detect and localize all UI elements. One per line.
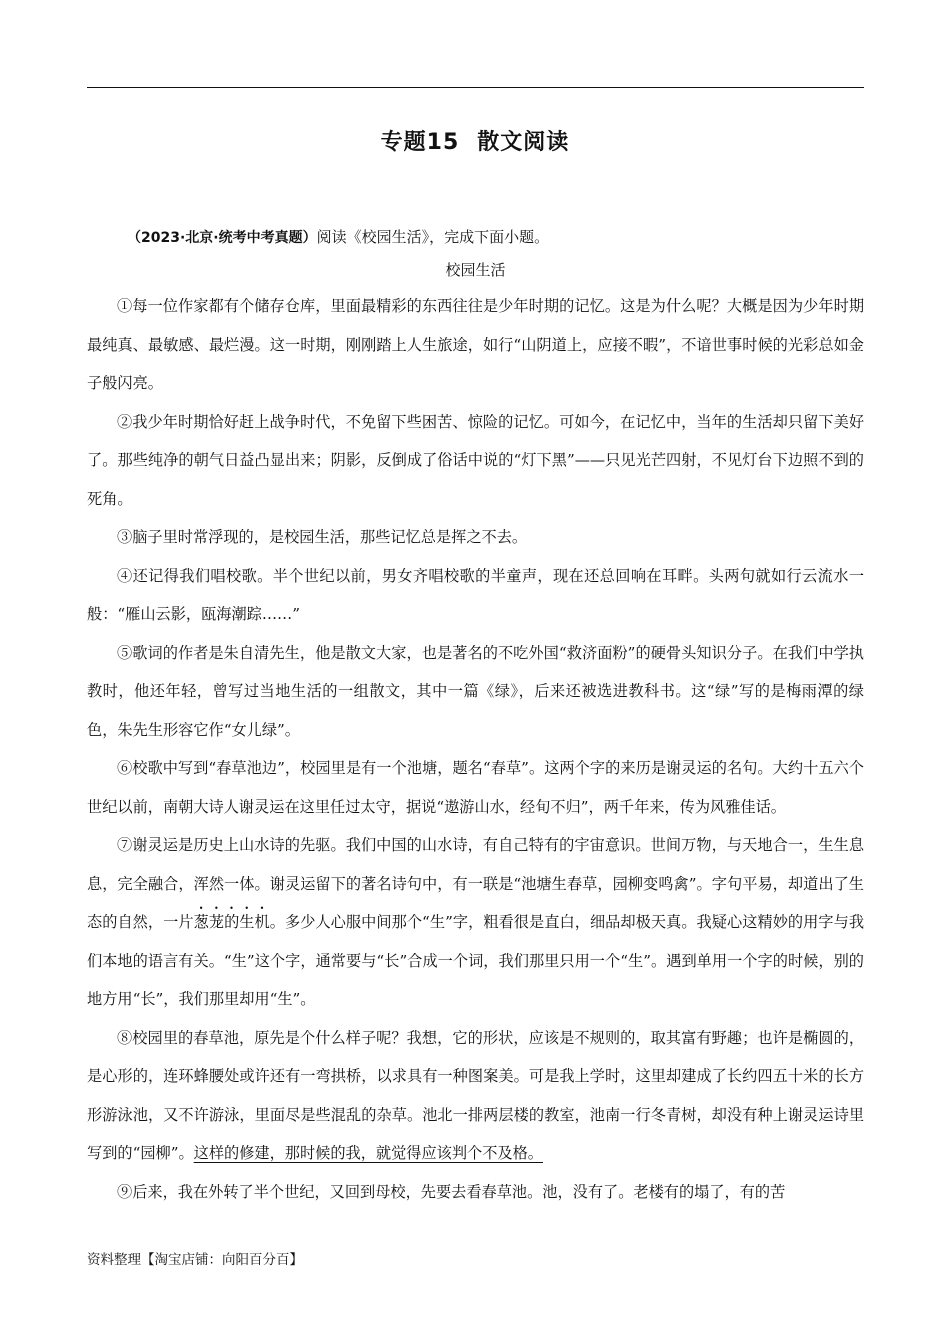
paragraph-6: ⑥校歌中写到“春草池边”，校园里是有一个池塘，题名“春草”。这两个字的来历是谢灵运的名句。大约十五六个世纪以前，南朝大诗人谢灵运在这里任过太守，据说“遨游山水，经旬不归”，两千年来，传为风雅佳话。 [87,759,864,816]
paragraph-2: ②我少年时期恰好赶上战争时代，不免留下些困苦、惊险的记忆。可如今，在记忆中，当年的生活却只留下美好了。那些纯净的朝气日益凸显出来；阴影，反倒成了俗话中说的“灯下黑”——只见光芒四射，不见灯台下边照不到的死角。 [87,412,864,508]
document-body [87,222,864,1211]
paragraph-7-part-2: 。多少人心服中间那个“生”字，粗看很是直白，细品却极天真。我疑心这精妙的用字与我们本地的语言有关。“生”这个字，通常要与“长”合成一个词，我们那里只用一个“生”。遇到单用一个字的时候，别的地方用“长”，我们那里却用“生”。 [87,913,865,1008]
emphasis-dotted-phrase: 葱茏的生机 [193,913,270,931]
question-intro [87,222,864,253]
article-title: 校园生活 [445,261,506,279]
question-source: （2023·北京·统考中考真题） [127,230,317,246]
question-instruction: 阅读《校园生活》，完成下面小题。 [316,228,550,246]
title-text: 散文阅读 [477,130,570,155]
paragraph-7 [87,826,864,1019]
paragraph-8 [87,1019,864,1173]
title-number: 专题15 [380,130,460,155]
top-rule [87,87,864,88]
paragraph-8-part-1: ⑧校园里的春草池，原先是个什么样子呢？我想，它的形状，应该是不规则的，取其富有野趣；也许是椭圆的，是心形的，连环蜂腰处或许还有一弯拱桥，以求具有一种图案美。可是我上学时，这里却建成了长约四五十米的长方形游泳池，又不许游泳，里面尽是些混乱的杂草。池北一排两层楼的教室，池南一行冬青树，却没有种上谢灵运诗里写到的“园柳”。 [87,1028,864,1162]
paragraph-5: ⑤歌词的作者是朱自清先生，他是散文大家，也是著名的不吃外国“救济面粉”的硬骨头知识分子。在我们中学执教时，他还年轻，曾写过当地生活的一组散文，其中一篇《绿》，后来还被选进教科书。这“绿”写的是梅雨潭的绿色，朱先生形容它作“女儿绿”。 [87,643,864,739]
paragraph-9: ⑨后来，我在外转了半个世纪，又回到母校，先要去看春草池。池，没有了。老楼有的塌了，有的苦 [117,1182,786,1201]
paragraph-1: ①每一位作家都有个储存仓库，里面最精彩的东西往往是少年时期的记忆。这是为什么呢？大概是因为少年时期最纯真、最敏感、最烂漫。这一时期，刚刚踏上人生旅途，如行“山阴道上，应接不暇”，不谙世事时候的光彩总如金子般闪亮。 [87,297,864,392]
page-title [0,125,950,156]
underlined-sentence: 这样的修建，那时候的我，就觉得应该判个不及格。 [193,1144,543,1162]
footer-note: 资料整理【淘宝店铺：向阳百分百】 [87,1252,303,1268]
paragraph-7-part-1: ⑦谢灵运是历史上山水诗的先驱。我们中国的山水诗，有自己特有的宇宙意识。世间万物，与天地合一，生生息息，完全融合，浑然一体。谢灵运留下的著名诗句中，有一联是“池塘生春草，园柳变鸣禽”。字句平易，却道出了生态的自然，一片 [87,836,864,931]
paragraph-3: ③脑子里时常浮现的，是校园生活，那些记忆总是挥之不去。 [117,528,528,546]
paragraph-4: ④还记得我们唱校歌。半个世纪以前，男女齐唱校歌的半童声，现在还总回响在耳畔。头两句就如行云流水一般：“雁山云影，瓯海潮踪……” [87,566,864,623]
